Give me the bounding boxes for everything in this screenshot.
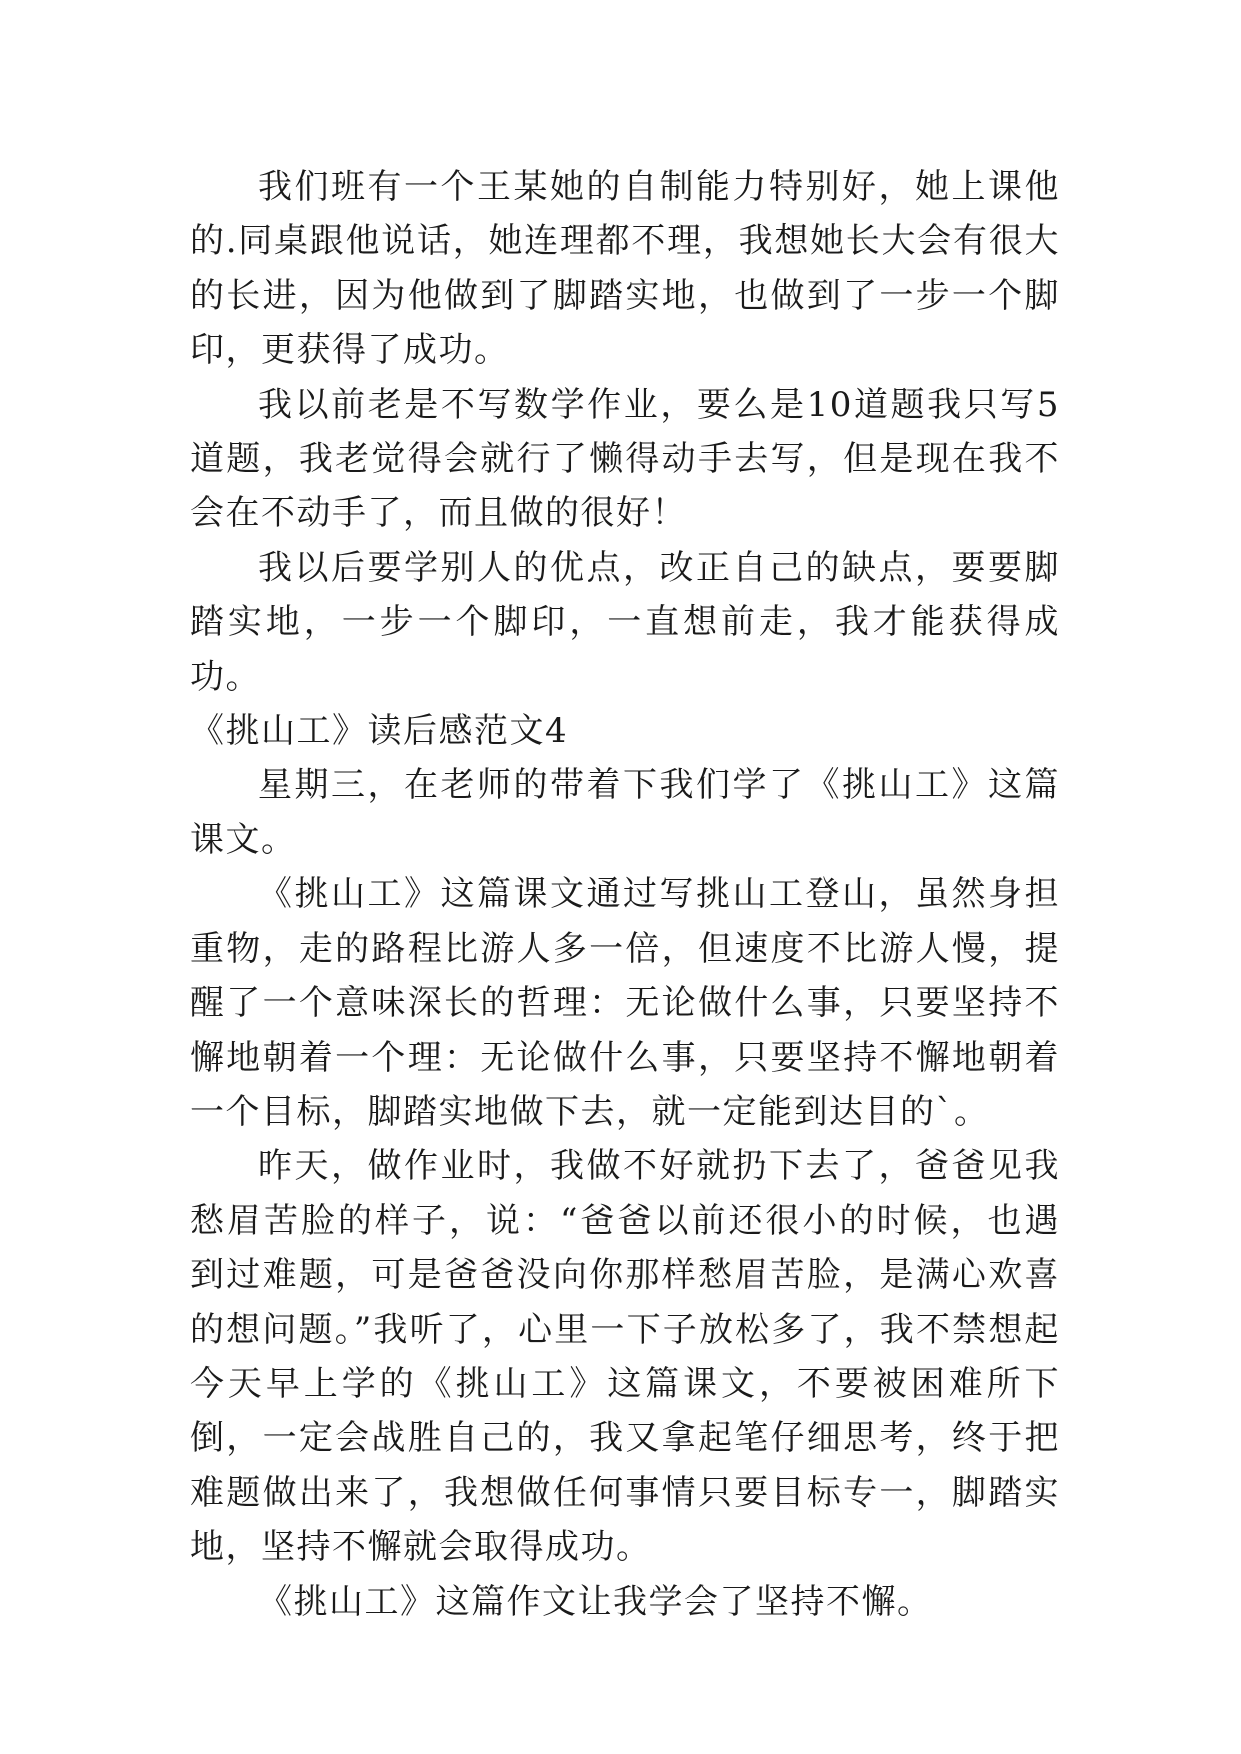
paragraph: 我们班有一个王某她的自制能力特别好，她上课他的.同桌跟他说话，她连理都不理，我想她长大会有很大的长进，因为他做到了脚踏实地，也做到了一步一个脚印，更获得了成功。	[190, 167, 1060, 371]
paragraph: 《挑山工》这篇课文通过写挑山工登山，虽然身担重物，走的路程比游人多一倍，但速度不比游人慢，提醒了一个意味深长的哲理：无论做什么事，只要坚持不懈地朝着一个理：无论做什么事，只要坚持不懈地朝着一个目标，脚踏实地做下去，就一定能到达目的`。	[190, 874, 1060, 1132]
paragraph: 《挑山工》这篇作文让我学会了坚持不懈。	[258, 1581, 933, 1622]
section-title: 《挑山工》读后感范文4	[190, 711, 569, 752]
paragraph: 昨天，做作业时，我做不好就扔下去了，爸爸见我愁眉苦脸的样子，说：“爸爸以前还很小的时候，也遇到过难题，可是爸爸没向你那样愁眉苦脸，是满心欢喜的想问题。”我听了，心里一下子放松多了，我不禁想起今天早上学的《挑山工》这篇课文，不要被困难所下倒，一定会战胜自己的，我又拿起笔仔细思考，终于把难题做出来了，我想做任何事情只要目标专一，脚踏实地，坚持不懈就会取得成功。	[190, 1146, 1060, 1568]
document-body	[190, 160, 1060, 1629]
paragraph: 我以前老是不写数学作业，要么是10道题我只写5道题，我老觉得会就行了懒得动手去写，但是现在我不会在不动手了，而且做的很好！	[190, 384, 1060, 534]
paragraph: 我以后要学别人的优点，改正自己的缺点，要要脚踏实地，一步一个脚印，一直想前走，我才能获得成功。	[190, 547, 1060, 697]
paragraph: 星期三，在老师的带着下我们学了《挑山工》这篇课文。	[190, 765, 1060, 860]
